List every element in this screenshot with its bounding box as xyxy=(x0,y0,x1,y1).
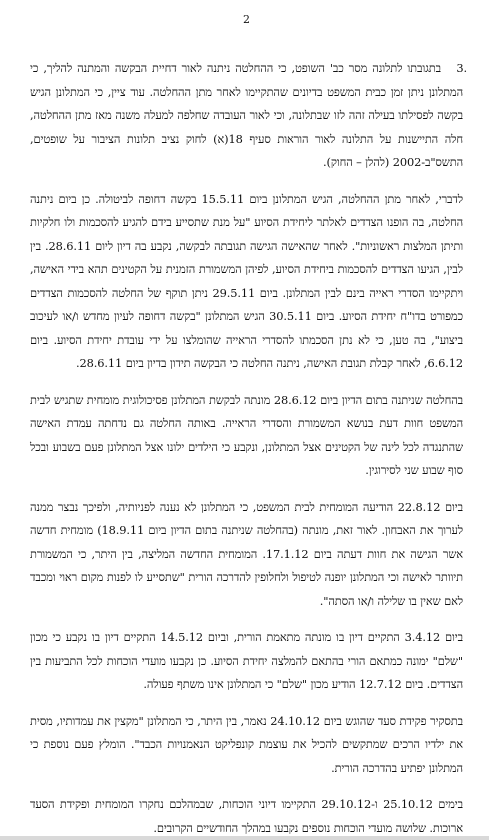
document-body xyxy=(30,57,467,840)
paragraph-1 xyxy=(30,57,467,175)
page-number: 2 xyxy=(243,13,250,26)
paragraph-4: ביום 22.8.12 הודיעה המומחית לבית המשפט, כי המתלונן לא נענה לפניותיה, ולפיכך נבצר ממנה לערוך את האבחון. לאור זאת, מונתה (בהחלטה שניתנה בתום הדיון ביום 18.9.11) מומחית חדשה אשר הגישה את חוות דעתה ביום 17.1.12. המומחית החדשה המליצה, בין היתר, כי המשמורת תיוותר לאישה וכי המתלונן יופנה לטיפול ולחלופין להדרכה הורית "שתסייע לו לפנות מקום ראוי ומכבד לאם שאין בו שלילה ו/או הסתה". xyxy=(30,499,463,608)
paragraph-5: ביום 3.4.12 התקיים דיון בו מונתה מתאמת הורית, וביום 14.5.12 התקיים דיון בו נקבע כי מכון "שלם" ימונה כמתאם הורי בהתאם להמלצה יחידת הסיוע. כן נקבעו מועדי הוכחות לכל התביעות בין הצדדים. ביום 12.7.12 הודיע מכון "שלם" כי המתלונן אינו משתף פעולה. xyxy=(30,630,464,691)
paragraph-2: לדברי, לאחר מתן ההחלטה, הגיש המתלונן ביום 15.5.11 בקשה דחופה לביטולה. כן ביום ניתנה החלטה, בה הופנו הצדדים לאלתר ליחידת הסיוע "על מנת שתסייע בידם להגיע להסכמות ולו חלקיות ותיתן המלצות ראשוניות". לאחר שהאישה הגישה תגובתה לבקשה, נקבע בה דיון ליום 28.6.11. בין לבין, הגיעו הצדדים להסכמות ביחידת הסיוע, לפיהן המשמורת הזמנית על הקטינים תהא בידי האישה, ויתקיימו הסדרי ראייה בינם לבין המתלונן. ביום 29.5.11 ניתן תוקף של החלטה להסכמות הצדדים כמפורט בדו"ח יחידת הסיוע. ביום 30.5.11 הגיש המתלונן "בקשה דחופה לעיון מחדש ו/או לעיכוב ביצוע", בה טען, כי לא נתן הסכמתו להסדרי הראייה שהומלצו על ידי עובדת יחידת הסיוע. ביום 6.6.12, לאחר קבלת תגובת האישה, ניתנה החלטה כי הבקשה תידון בדיון ביום 28.6.11. xyxy=(30,191,464,370)
paragraph-3: בהחלטה שניתנה בתום הדיון ביום 28.6.12 מונתה לבקשת המתלונן פסיכולוגית מומחית שתגיש לבית המשפט חוות דעת בנושא המשמורת והסדרי הראייה. באותה החלטה גם נדחתה עמדת האישה שהתנגדה לכל לינה של הקטינים אצל המתלונן, ונקבע כי הילדים ילונו אצל המתלונן פעם בשבוע ובכל סוף שבוע שני לסירוגין. xyxy=(30,392,463,477)
paragraph-7: בימים 25.10.12 ו-29.10.12 התקיימו דיוני הוכחות, שבמהלכם נחקרו המומחית ופקידת הסעד ארוכות. שלושה מועדי הוכחות נוספים נקבעו במהלך החודשיים הקרובים. xyxy=(30,797,464,835)
paragraph-6: בתסקיר פקידת סעד שהוגש ביום 24.10.12 נאמר, בין היתר, כי המתלונן "מקצין את עמדותיו, מסית את ילדיו הרכים שמתקשים להכיל את עוצמת קונפליקט הנאמנויות הכבד". הומלץ פעם נוספת כי המתלונן יפתיע בהדרכה הורית. xyxy=(30,713,463,775)
paragraph-text: בתגובתו לתלונה מסר כב' השופט, כי ההחלטה ניתנה לאור דחיית הבקשה והמתנה להליך, כי המתלונן ניתן זמן כבית המשפט בדיונים שהתקיימו לאחר מתן ההחלטה. עוד ציין, כי המתלונן הגיש בקשה לפסילתו בעילה זהה לזו שבתלונה, וכי לאור העובדה שחלפה למעלה משנה מאז מתן ההחלטה, חלה התיישנות על התלונה לאור הוראות סעיף 18(א) לחוק נציב תלונות הציבור על שופטים, התשס"ב-2002 (להלן – החוק). xyxy=(30,61,463,169)
section-number: 3. xyxy=(456,61,467,75)
